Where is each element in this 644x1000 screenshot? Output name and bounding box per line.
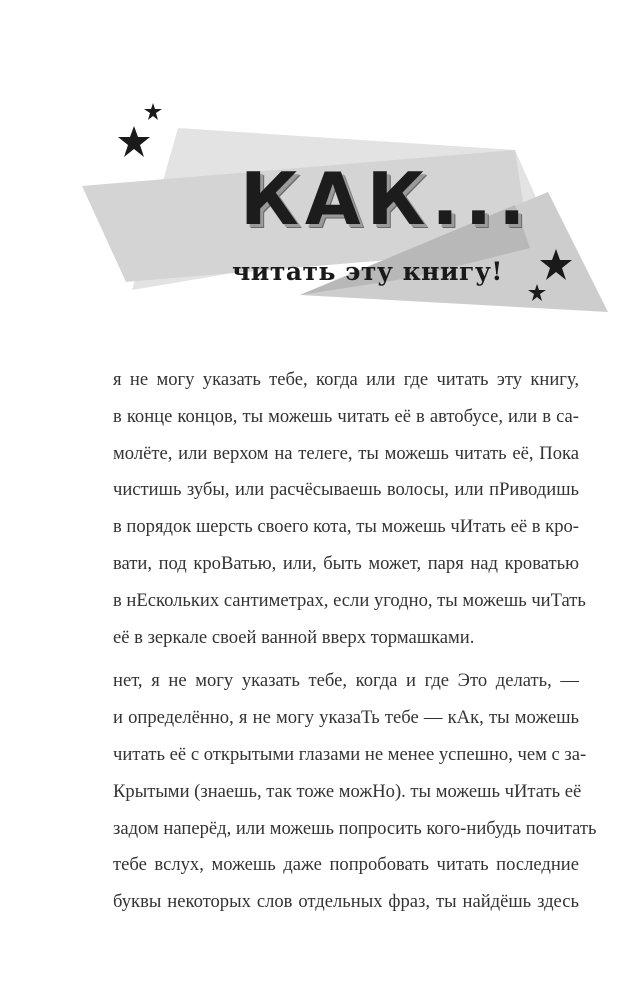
chapter-title: КАК...	[240, 157, 532, 241]
text-line: в конце концов, ты можешь читать её в автобусе, или в са-	[113, 405, 579, 427]
text-line: в порядок шерсть своего кота, ты можешь чИтать её в кро-	[113, 516, 579, 538]
text-line: читать её с открытыми глазами не менее успешно, чем с за-	[113, 743, 587, 765]
paragraph-gap	[113, 656, 579, 663]
paragraph-2	[113, 663, 597, 921]
chapter-subtitle: читать эту книгу!	[232, 257, 503, 286]
text-line: тебе вслух, можешь даже попробовать читать последние	[113, 854, 579, 876]
text-line: чистишь зубы, или расчёсываешь волосы, или пРиводишь	[113, 479, 579, 501]
text-line: Крытыми (знаешь, так тоже можНо). ты можешь чИтать её	[113, 780, 582, 802]
paragraph-1	[113, 362, 586, 656]
text-line: нет, я не могу указать тебе, когда и где Это делать, —	[113, 670, 579, 692]
text-line: задом наперёд, или можешь попросить кого-нибудь почитать	[113, 817, 597, 839]
text-line: молёте, или верхом на телеге, ты можешь читать её, Пока	[113, 442, 579, 464]
text-line: буквы некоторых слов отдельных фраз, ты найдёшь здесь	[113, 891, 579, 913]
star-icon-top-left-large	[118, 126, 150, 157]
text-line: её в зеркале своей ванной вверх тормашками.	[113, 626, 475, 648]
text-line: я не могу указать тебе, когда или где читать эту книгу,	[113, 369, 579, 390]
text-line: и определённо, я не могу указаТь тебе — кАк, ты можешь	[113, 707, 579, 729]
text-line: вати, под кроВатью, или, быть может, паря над кроватью	[113, 552, 579, 574]
star-icon-top-left-small	[144, 103, 162, 120]
text-line: в нЕскольких сантиметрах, если угодно, ты можешь чиТать	[113, 589, 586, 611]
body-text	[113, 362, 597, 921]
